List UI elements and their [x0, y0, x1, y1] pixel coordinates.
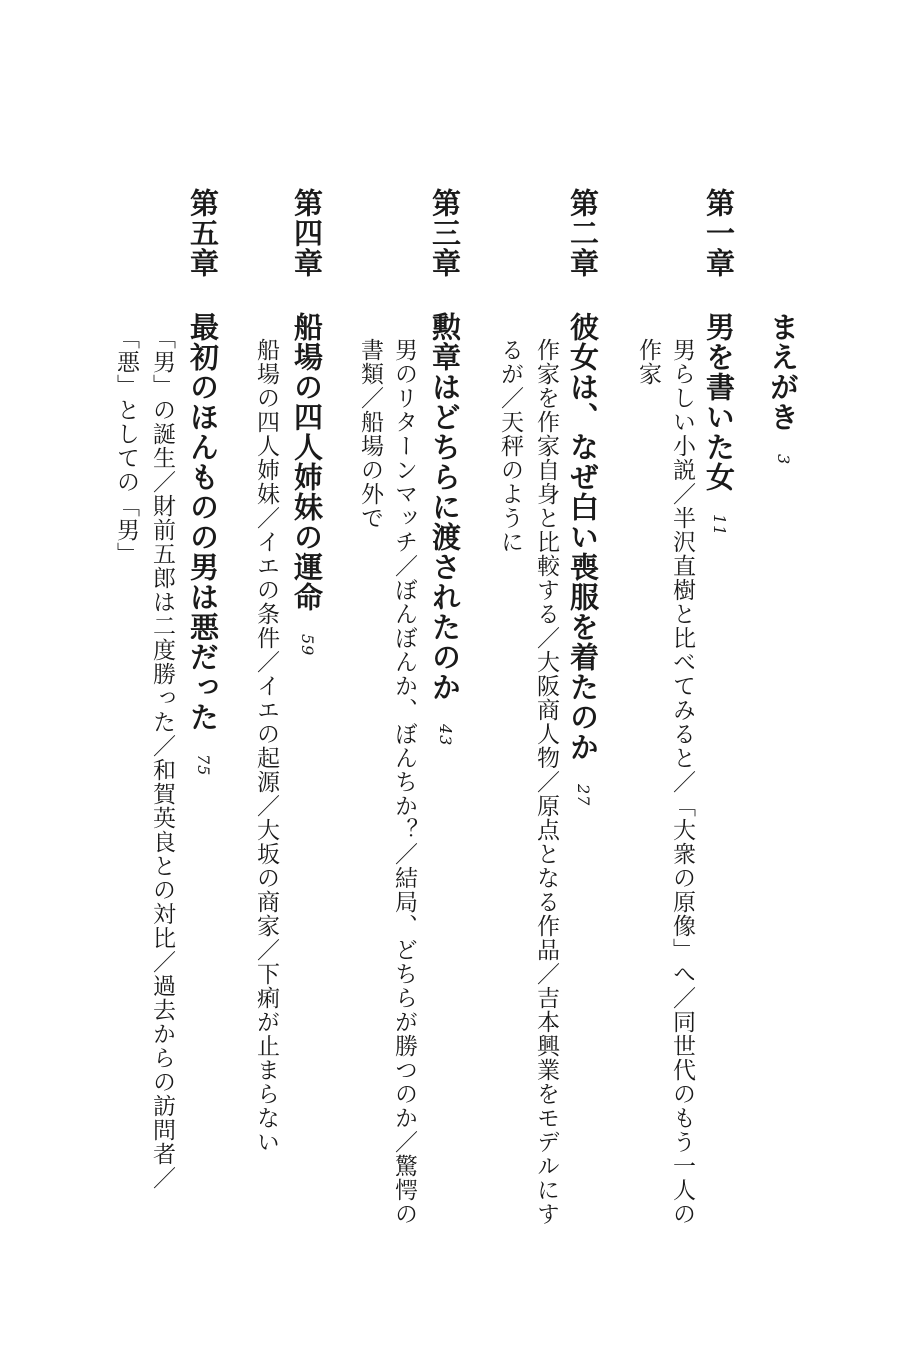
- chapter-1-subtopics-line-1: 男らしい小説／半沢直樹と比べてみると／「大衆の原像」へ／同世代のもう一人の: [669, 338, 695, 1226]
- chapter-5-title: 最初のほんものの男は悪だった: [186, 312, 220, 732]
- chapter-4-subtopics-line-1: 船場の四人姉妹／イエの条件／イエの起源／大坂の商家／下痢が止まらない: [253, 338, 279, 1154]
- chapter-5-subtopics-line-2: 「悪」としての「男」: [113, 326, 139, 566]
- chapter-4-page-number: 59: [298, 634, 317, 657]
- chapter-2-subtopics-line-1: 作家を作家自身と比較する／大阪商人物／原点となる作品／吉本興業をモデルにす: [533, 338, 559, 1226]
- chapter-2-label: 第二章: [566, 188, 600, 278]
- chapter-3-title-entry: [428, 312, 462, 747]
- preface-entry: [766, 312, 800, 466]
- chapter-3-subtopics-line-1: 男のリターンマッチ／ぼんぼんか、ぼんちか？／結局、どちらが勝つのか／驚愕の: [391, 338, 417, 1226]
- chapter-1-title: 男を書いた女: [702, 312, 736, 492]
- chapter-2-title: 彼女は、なぜ白い喪服を着たのか: [566, 312, 600, 762]
- chapter-2-title-entry: [566, 312, 600, 807]
- chapter-4-title-entry: [290, 312, 324, 657]
- chapter-5-label: 第五章: [186, 188, 220, 278]
- chapter-1-title-entry: [702, 312, 736, 537]
- chapter-1-page-number: 11: [710, 514, 729, 537]
- chapter-4-title: 船場の四人姉妹の運命: [290, 312, 324, 612]
- chapter-5-subtopics-line-1: 「男」の誕生／財前五郎は二度勝った／和賀英良との対比／過去からの訪問者／: [149, 326, 175, 1190]
- chapter-3-subtopics-line-2: 書類／船場の外で: [357, 338, 383, 530]
- chapter-3-label: 第三章: [428, 188, 462, 278]
- chapter-2-page-number: 27: [574, 784, 593, 807]
- chapter-1-label: 第一章: [702, 188, 736, 278]
- chapter-3-page-number: 43: [436, 724, 455, 747]
- preface-page-number: 3: [774, 454, 793, 466]
- chapter-1-subtopics-line-2: 作家: [635, 338, 661, 386]
- chapter-5-page-number: 75: [194, 754, 213, 777]
- chapter-3-title: 勲章はどちらに渡されたのか: [428, 312, 462, 702]
- chapter-5-title-entry: [186, 312, 220, 777]
- chapter-2-subtopics-line-2: るが／天秤のように: [497, 338, 523, 554]
- preface-title: まえがき: [766, 312, 800, 432]
- chapter-4-label: 第四章: [290, 188, 324, 278]
